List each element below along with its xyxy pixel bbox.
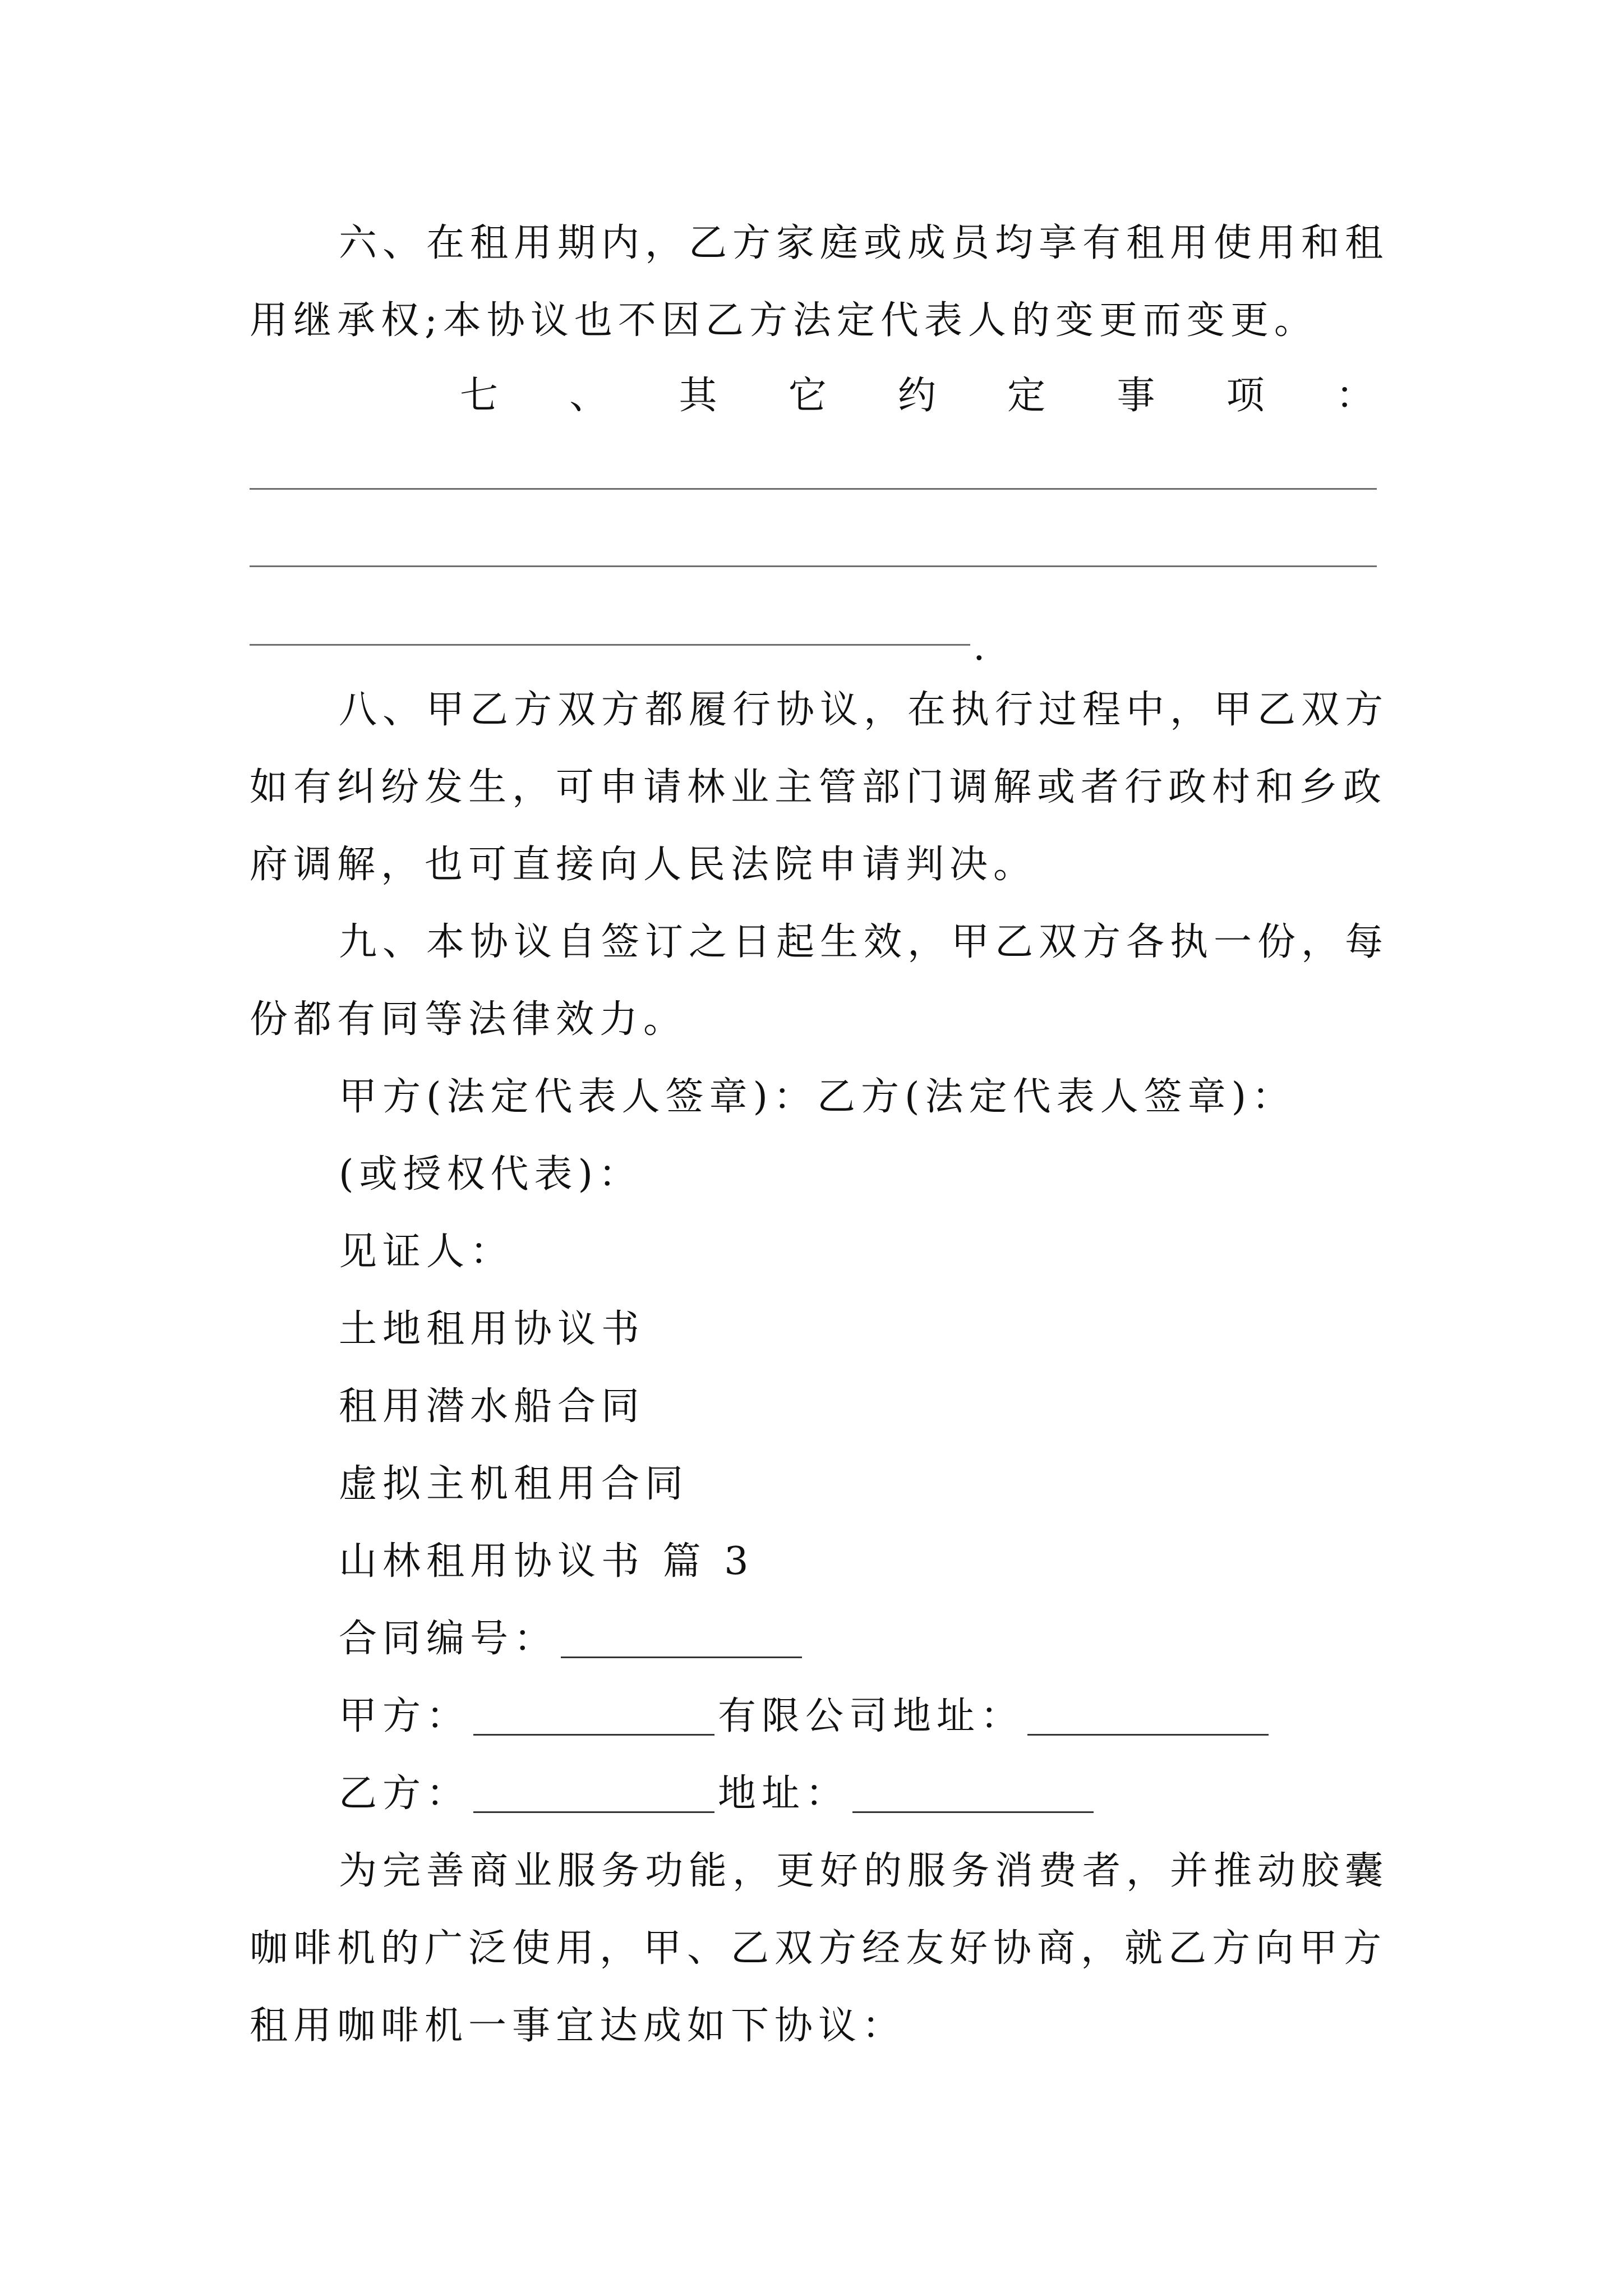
blank-end-period: . xyxy=(973,625,985,669)
related-item-1: 土地租用协议书 xyxy=(339,1307,645,1351)
party-a-label: 甲方： xyxy=(339,1694,471,1738)
related-item-2: 租用潜水船合同 xyxy=(339,1384,645,1429)
intro-line-1: 为完善商业服务功能，更好的服务消费者，并推动胶囊 xyxy=(339,1849,1389,1893)
heading-char: 定 xyxy=(1007,374,1046,418)
clause-6-line-2: 用继承权;本协议也不因乙方法定代表人的变更而变更。 xyxy=(250,298,1318,343)
heading-char: 七 xyxy=(460,374,499,418)
clause-7-heading xyxy=(460,374,1374,418)
related-item-3: 虚拟主机租用合同 xyxy=(339,1462,689,1506)
clause-8-line-1: 八、甲乙方双方都履行协议，在执行过程中，甲乙双方 xyxy=(339,688,1389,732)
heading-char: 事 xyxy=(1117,374,1155,418)
witness-line: 见证人： xyxy=(339,1230,514,1274)
section-title: 山林租用协议书 篇 3 xyxy=(339,1539,754,1584)
clause-6-line-1: 六、在租用期内，乙方家庭或成员均享有租用使用和租 xyxy=(339,221,1389,265)
contract-number-line xyxy=(339,1617,1477,1661)
party-b-label: 乙方： xyxy=(339,1772,471,1816)
heading-char: 约 xyxy=(897,374,936,418)
clause-9-line-2: 份都有同等法律效力。 xyxy=(250,997,688,1042)
intro-line-3: 租用咖啡机一事宜达成如下协议： xyxy=(250,2004,906,2048)
authorized-rep-line: (或授权代表)： xyxy=(339,1152,643,1197)
blank-rule-2 xyxy=(250,565,1377,567)
clause-9-line-1: 九、本协议自签订之日起生效，甲乙双方各执一份，每 xyxy=(339,920,1389,964)
party-b-line xyxy=(339,1772,1477,1816)
clause-8-line-3: 府调解，也可直接向人民法院申请判决。 xyxy=(250,843,1038,887)
intro-line-2: 咖啡机的广泛使用，甲、乙双方经友好协商，就乙方向甲方 xyxy=(250,1926,1387,1971)
heading-char: ： xyxy=(1335,374,1374,418)
contract-number-blank xyxy=(561,1625,802,1658)
party-b-address-label: 地址： xyxy=(718,1772,850,1816)
party-b-address-blank xyxy=(852,1780,1094,1813)
heading-char: 项 xyxy=(1226,374,1265,418)
blank-rule-3 xyxy=(250,644,970,646)
blank-rule-1 xyxy=(250,488,1377,490)
heading-char: 、 xyxy=(569,374,608,418)
party-a-name-blank xyxy=(473,1703,714,1736)
heading-char: 它 xyxy=(788,374,827,418)
heading-char: 其 xyxy=(679,374,717,418)
party-a-company-label: 有限公司地址： xyxy=(718,1694,1025,1738)
party-b-name-blank xyxy=(473,1780,714,1813)
party-a-address-blank xyxy=(1027,1703,1269,1736)
contract-number-label: 合同编号： xyxy=(339,1617,558,1661)
party-a-line xyxy=(339,1694,1477,1738)
clause-8-line-2: 如有纠纷发生，可申请林业主管部门调解或者行政村和乡政 xyxy=(250,765,1387,809)
signature-line: 甲方(法定代表人签章)：乙方(法定代表人签章)： xyxy=(339,1075,1296,1119)
